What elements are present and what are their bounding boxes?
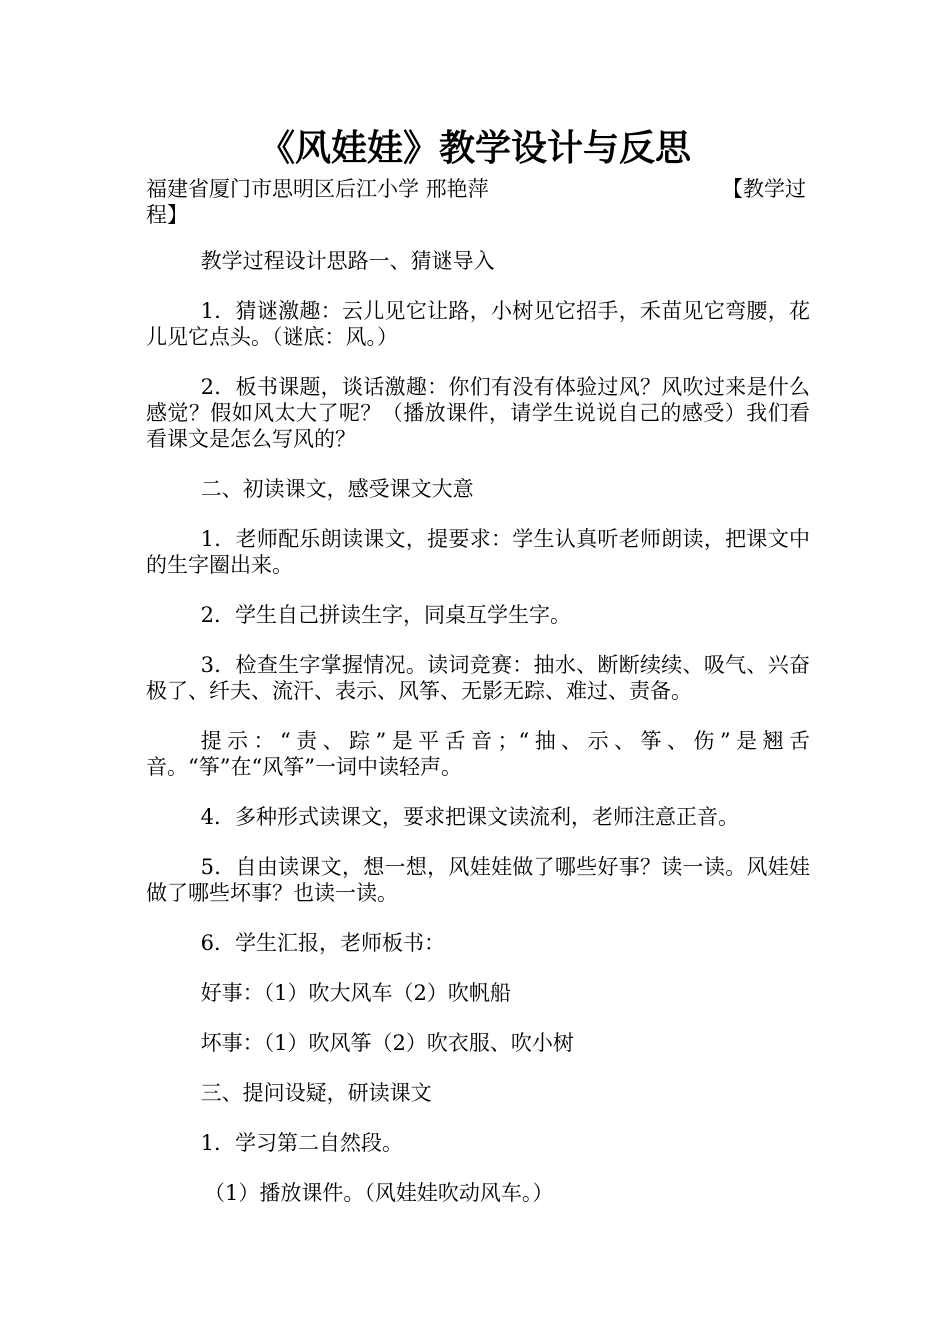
paragraph: 1．猜谜激趣：云儿见它让路，小树见它招手，禾苗见它弯腰，花儿见它点头。（谜底：风。） — [146, 299, 810, 349]
paragraph: 坏事：（1）吹风筝（2）吹衣服、吹小树 — [200, 1031, 574, 1055]
paragraph: 三、提问设疑，研读课文 — [200, 1081, 432, 1105]
paragraph: 2．学生自己拼读生字，同桌互学生字。 — [200, 603, 571, 627]
paragraph: 5．自由读课文，想一想，风娃娃做了哪些好事？读一读。风娃娃做了哪些坏事？也读一读。 — [146, 855, 810, 905]
paragraph: 提示：“责、踪”是平舌音；“抽、示、筝、伤”是翘舌音。“筝”在“风筝”一词中读轻声。 — [146, 729, 810, 779]
document-body — [146, 248, 810, 1230]
section-tag-start: 【教学过 — [722, 177, 806, 201]
paragraph: 2．板书课题，谈话激趣：你们有没有体验过风？风吹过来是什么感觉？假如风太大了呢？（播放课件，请学生说说自己的感受）我们看看课文是怎么写风的？ — [146, 375, 810, 451]
paragraph: 1．学习第二自然段。 — [200, 1131, 403, 1155]
paragraph: 6．学生汇报，老师板书： — [200, 931, 445, 955]
paragraph: 4．多种形式读课文，要求把课文读流利，老师注意正音。 — [200, 805, 739, 829]
paragraph: 3．检查生字掌握情况。读词竞赛：抽水、断断续续、吸气、兴奋极了、纤夫、流汗、表示、风筝、无影无踪、难过、责备。 — [146, 653, 810, 703]
author-name: 福建省厦门市思明区后江小学 邢艳萍 — [146, 177, 489, 201]
document-title: 《风娃娃》教学设计与反思 — [258, 127, 691, 169]
paragraph: 好事：（1）吹大风车（2）吹帆船 — [200, 981, 511, 1005]
paragraph: （1）播放课件。（风娃娃吹动风车。） — [204, 1181, 554, 1205]
author-line — [146, 176, 810, 202]
paragraph: 二、初读课文，感受课文大意 — [200, 477, 474, 501]
paragraph: 1．老师配乐朗读课文，提要求：学生认真听老师朗读，把课文中的生字圈出来。 — [146, 527, 810, 577]
section-tag-end: 程】 — [146, 203, 188, 227]
paragraph: 教学过程设计思路一、猜谜导入 — [200, 249, 495, 273]
author-block — [146, 176, 810, 228]
